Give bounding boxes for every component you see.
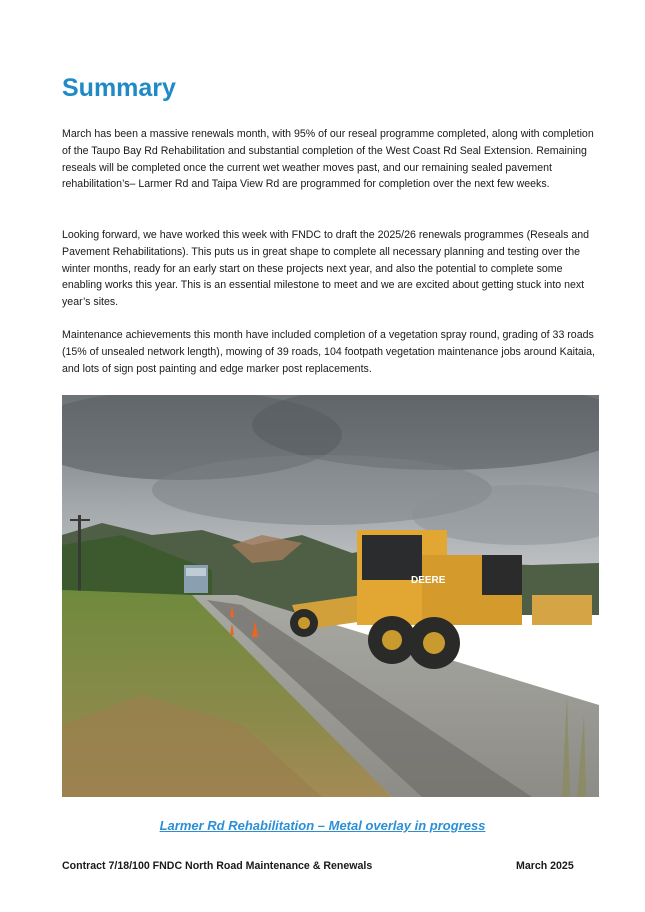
summary-paragraph-3: Maintenance achievements this month have included completion of a vegetation spray round, grading of 33 roads (15% of unsealed network length), mowing of 39 roads, 104 footpath vegetation maintenance jobs around Kaitaia, and lots of sign post painting and edge marker post replacements. (62, 329, 595, 375)
photo-caption: Larmer Rd Rehabilitation – Metal overlay in progress (159, 818, 486, 833)
road-grader-photo (62, 395, 599, 797)
grader-brand-label: DEERE (411, 575, 446, 586)
summary-paragraph-2: Looking forward, we have worked this week with FNDC to draft the 2025/26 renewals programmes (Reseals and Pavement Rehabilitations). This puts us in great shape to complete all necessary planning and testing over the winter months, ready for an early start on these projects next year, and also the potential to complete some enabling works this year. This is an essential milestone to meet and we are excited about getting stuck into next year’s sites. (62, 229, 589, 309)
footer-contract: Contract 7/18/100 FNDC North Road Maintenance & Renewals (62, 860, 373, 872)
summary-paragraph-1: March has been a massive renewals month, with 95% of our reseal programme completed, along with completion of the Taupo Bay Rd Rehabilitation and substantial completion of the West Coast Rd Seal Extension. Remaining reseals will be completed once the current wet weather moves past, and our remaining sealed pavement rehabilitation’s– Larmer Rd and Taipa View Rd are programmed for completion over the next few weeks. (62, 128, 594, 191)
page-title: Summary (62, 74, 176, 102)
footer-date: March 2025 (516, 860, 574, 872)
